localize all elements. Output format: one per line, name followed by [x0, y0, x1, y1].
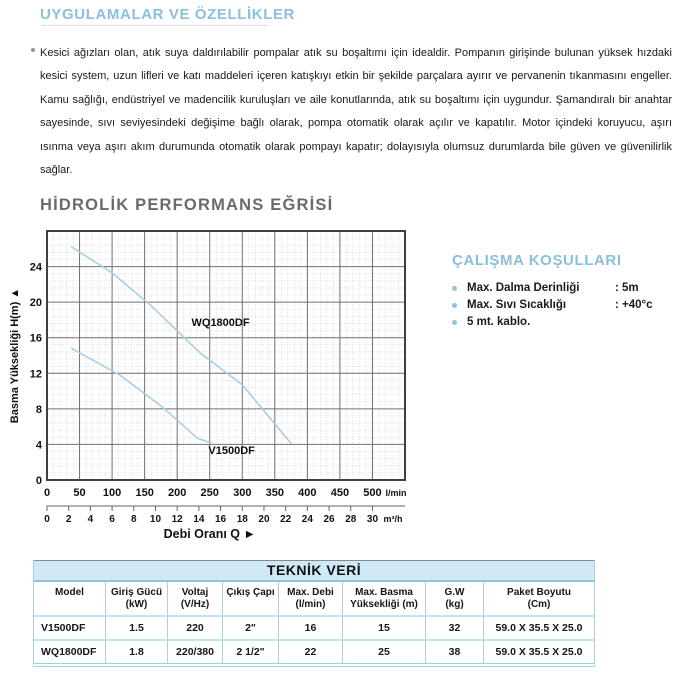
table-cell: 220/380: [168, 639, 223, 663]
x-tick-label: 100: [102, 487, 122, 499]
x-tick-label: 150: [135, 487, 154, 499]
x-tick-label: 10: [149, 514, 162, 525]
x-tick-label: 14: [193, 514, 205, 525]
x-tick-label: 50: [73, 487, 86, 499]
condition-item: [452, 297, 692, 314]
condition-value: : 5m: [615, 282, 639, 294]
condition-label: Max. Dalma Derinliği: [467, 282, 580, 294]
y-tick-label: 4: [35, 439, 42, 452]
chart-section-title: HİDROLİK PERFORMANS EĞRİSİ: [40, 196, 334, 214]
y-tick-label: 20: [29, 297, 42, 310]
x-tick-label: 500: [363, 487, 382, 499]
table-row: [34, 639, 594, 663]
conditions-title: ÇALIŞMA KOŞULLARI: [452, 252, 622, 269]
table-cell: 16: [279, 615, 343, 639]
x-tick-label: 18: [236, 514, 248, 525]
x-tick-label: 30: [366, 514, 379, 525]
condition-item: [452, 314, 692, 331]
table-cell: V1500DF: [34, 615, 106, 639]
condition-label: Max. Sıvı Sıcaklığı: [467, 299, 567, 311]
x-tick-label: 28: [345, 514, 357, 525]
bullet-icon: [452, 286, 457, 291]
table-header-row: [34, 582, 594, 615]
x-unit-label: l/min: [385, 488, 407, 498]
x-tick-label: 0: [44, 514, 50, 525]
x-unit-label: m³/h: [383, 514, 403, 524]
table-cell: 32: [426, 615, 484, 639]
y-tick-label: 24: [29, 261, 42, 274]
x-tick-label: 16: [215, 514, 227, 525]
table-cell: 15: [343, 615, 426, 639]
table-body: [34, 615, 594, 663]
x-tick-label: 4: [87, 514, 94, 525]
x-axis-title: Debi Oranı Q ►: [163, 527, 256, 541]
header-cell: Model: [34, 582, 106, 615]
header-cell: Giriş Gücü (kW): [106, 582, 168, 615]
x-tick-label: 8: [131, 514, 137, 525]
x-tick-label: 2: [65, 514, 72, 525]
x-tick-label: 450: [330, 487, 350, 499]
curve-wq1800df: [72, 247, 291, 444]
header-cell: Max. Debi (l/min): [279, 582, 343, 615]
page-title: UYGULAMALAR VE ÖZELLİKLER: [40, 6, 295, 23]
table-cell: 1.5: [106, 615, 168, 639]
table-cell: 1.8: [106, 639, 168, 663]
y-tick-label: 0: [35, 475, 42, 487]
x-tick-label: 200: [168, 487, 187, 499]
header-cell: Max. Basma Yüksekliği (m): [343, 582, 426, 615]
x-tick-label: 26: [323, 514, 335, 525]
specs-table: [33, 560, 595, 667]
table-cell: 59.0 X 35.5 X 25.0: [484, 615, 594, 639]
bullet-icon: [31, 48, 35, 52]
y-tick-label: 16: [29, 332, 42, 345]
x-tick-label: 0: [43, 487, 51, 499]
table-cell: 59.0 X 35.5 X 25.0: [484, 639, 594, 663]
table-title: TEKNİK VERİ: [34, 560, 594, 582]
header-cell: Voltaj (V/Hz): [168, 582, 223, 615]
bullet-icon: [452, 303, 457, 308]
x-tick-label: 20: [258, 514, 270, 525]
conditions-list: [452, 280, 692, 331]
table-row: [34, 615, 594, 639]
x-tick-label: 22: [280, 514, 292, 525]
x-tick-label: 24: [301, 514, 313, 525]
bullet-icon: [452, 320, 457, 325]
curve-label: V1500DF: [208, 445, 255, 458]
x-tick-label: 300: [233, 487, 252, 499]
y-tick-label: 12: [29, 368, 42, 381]
condition-value: : +40°c: [615, 299, 653, 311]
x-tick-label: 6: [109, 514, 115, 525]
operating-conditions: [452, 252, 692, 331]
x-tick-label: 12: [171, 514, 183, 525]
table-cell: 25: [343, 639, 426, 663]
curve-label: WQ1800DF: [191, 317, 250, 330]
performance-chart: [5, 222, 445, 562]
table-cell: 220: [168, 615, 223, 639]
y-tick-label: 8: [35, 403, 42, 416]
condition-item: [452, 280, 692, 297]
x-tick-label: 400: [298, 487, 317, 499]
table-cell: 2": [223, 615, 279, 639]
x-tick-label: 350: [265, 487, 284, 499]
table-cell: 38: [426, 639, 484, 663]
intro-paragraph: Kesici ağızları olan, atık suya daldırılabilir pompalar atık su boşaltımı için idealdir. Pompanın girişinde bulunan yüksek hızdaki kesici system, uzun lifleri ve katı maddeleri içeren katışkıyı etkin bir şekilde parçalara ayırır ve pervanenin tıkanmasını engeller. Kamu sağlığı, endüstriyel ve madencilik kuruluşları ve aile konutlarında, atık su boşaltımı için uygundur. Şamandıralı bir anahtar sayesinde, sıvı seviyesindeki değişime bağlı olarak, pompa otomatik olarak açılır ve kapatılır. Motor içindeki koruyucu, aşırı ısınma veya aşırı akım durumunda otomatik olarak pompayı kapatır; dolayısıyla olumsuz durumlarda bile güven ve güvenilirlik sağlar.: [40, 47, 672, 177]
table-cell: 2 1/2": [223, 639, 279, 663]
table-cell: 22: [279, 639, 343, 663]
plot-border: [47, 231, 405, 480]
header-cell: Paket Boyutu (Cm): [507, 587, 571, 610]
table-cell: WQ1800DF: [34, 639, 106, 663]
header-cell: Çıkış Çapı: [223, 582, 279, 615]
condition-label: 5 mt. kablo.: [467, 316, 531, 328]
y-axis-title: Basma Yüksekliği H(m) ▲: [9, 287, 21, 424]
x-tick-label: 250: [200, 487, 219, 499]
header-cell: G.W (kg): [426, 582, 484, 615]
